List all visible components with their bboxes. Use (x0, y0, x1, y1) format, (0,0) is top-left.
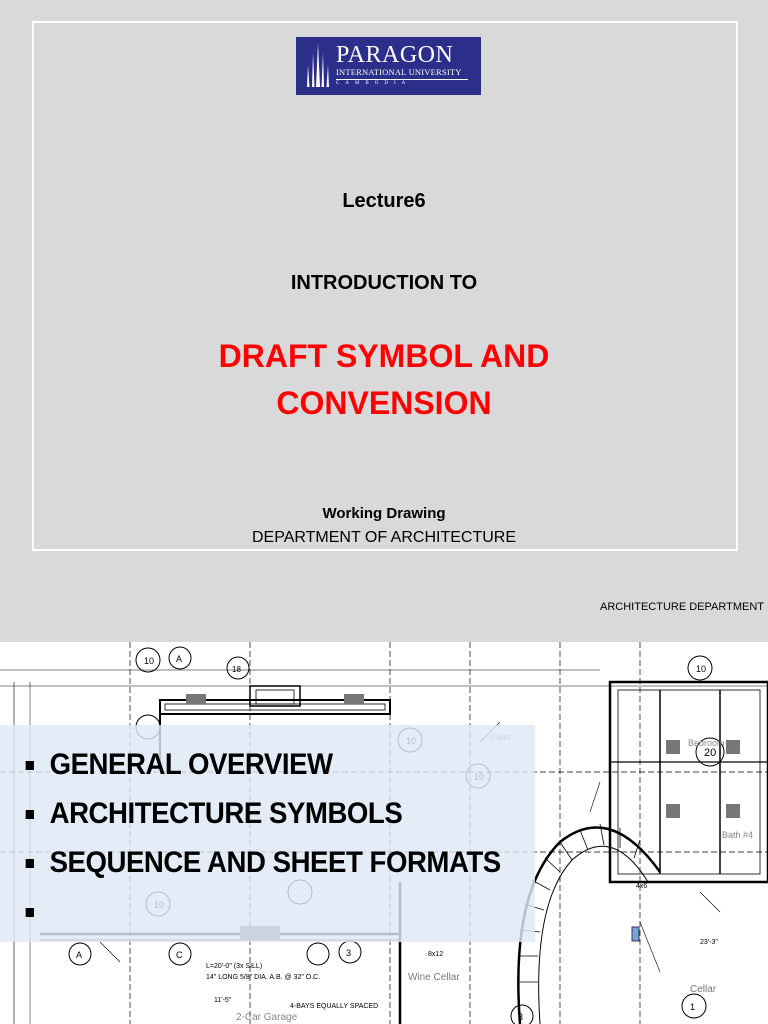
drawing-dim-3: 8x12 (428, 951, 444, 958)
subject-name: Working Drawing (322, 505, 446, 522)
drawing-note-sill: L=20'-0" (3x SILL) (206, 963, 263, 970)
svg-text:A: A (176, 654, 183, 664)
svg-text:1: 1 (690, 1002, 696, 1012)
bullet-icon (26, 761, 34, 770)
svg-text:3: 3 (346, 948, 352, 958)
outline-item (22, 743, 501, 792)
main-title-line1: DRAFT SYMBOL AND (218, 338, 550, 374)
svg-text:20: 20 (704, 747, 717, 759)
svg-text:18: 18 (232, 665, 241, 674)
outline-list (22, 743, 542, 939)
drawing-note-bays: 4-BAYS EQUALLY SPACED (290, 1003, 379, 1010)
outline-item (22, 792, 501, 841)
drawing-label-garage: 2-Car Garage (236, 1012, 298, 1023)
logo-subtitle: INTERNATIONAL UNIVERSITY (336, 67, 462, 77)
svg-text:C: C (176, 950, 183, 960)
drawing-label-bath: Bath #4 (722, 830, 754, 840)
drawing-label-wine-cellar: Wine Cellar (408, 972, 460, 983)
outline-item (22, 890, 501, 939)
logo-location: CAMBODIA (336, 79, 468, 87)
university-logo (296, 37, 481, 95)
department-name: DEPARTMENT OF ARCHITECTURE (251, 529, 517, 546)
svg-text:10: 10 (144, 656, 155, 666)
bullet-icon (26, 859, 34, 868)
bullet-icon (26, 908, 34, 917)
drawing-label-bedroom: Bedroom (688, 738, 725, 748)
lecture-number: Lecture6 (342, 190, 426, 212)
svg-text:A: A (76, 950, 83, 960)
main-title-line2: CONVENSION (276, 385, 492, 421)
drawing-dim-1: 11'-5" (214, 997, 232, 1004)
drawing-dim-2: 23'-3" (700, 939, 718, 946)
outline-item-label: ARCHITECTURE SYMBOLS (49, 797, 403, 830)
footer-department: ARCHITECTURE DEPARTMENT (600, 601, 764, 613)
drawing-dim-4: 4x6 (636, 883, 648, 890)
drawing-label-cellar: Cellar (690, 984, 717, 995)
logo-name: PARAGON (336, 42, 454, 68)
logo-tower-icon (304, 43, 332, 89)
bullet-icon (26, 810, 34, 819)
intro-heading: INTRODUCTION TO (290, 272, 478, 294)
outline-item (22, 841, 501, 890)
outline-item-label: SEQUENCE AND SHEET FORMATS (49, 846, 501, 879)
main-title (0, 333, 768, 427)
svg-text:10: 10 (696, 664, 707, 674)
outline-item-label: GENERAL OVERVIEW (49, 748, 333, 781)
svg-text:3: 3 (518, 1012, 524, 1022)
drawing-note-anchor: 14" LONG 5/8" DIA. A.B. @ 32" O.C. (206, 974, 321, 981)
logo-text (336, 43, 468, 87)
